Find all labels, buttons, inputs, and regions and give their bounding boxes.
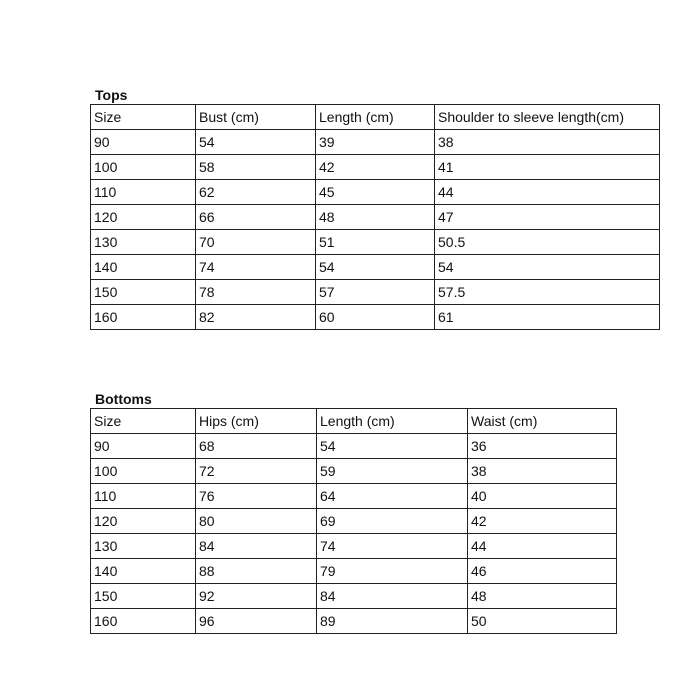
- table-cell: 76: [196, 484, 317, 509]
- table-cell: 42: [316, 155, 435, 180]
- table-cell: 59: [317, 459, 468, 484]
- table-cell: 68: [196, 434, 317, 459]
- table-cell: 40: [468, 484, 617, 509]
- table-row: [91, 130, 660, 155]
- table-cell: 54: [316, 255, 435, 280]
- table-row: [91, 534, 617, 559]
- table-cell: 92: [196, 584, 317, 609]
- table-row: [91, 609, 617, 634]
- table-header-row: [91, 409, 617, 434]
- table-header-cell: Length (cm): [317, 409, 468, 434]
- table-cell: 100: [91, 155, 196, 180]
- table-row: [91, 205, 660, 230]
- table-cell: 80: [196, 509, 317, 534]
- table-cell: 150: [91, 280, 196, 305]
- table-cell: 48: [468, 584, 617, 609]
- table-cell: 54: [317, 434, 468, 459]
- table-cell: 96: [196, 609, 317, 634]
- table-cell: 84: [196, 534, 317, 559]
- table-row: [91, 434, 617, 459]
- table-cell: 78: [196, 280, 316, 305]
- table-cell: 60: [316, 305, 435, 330]
- table-row: [91, 255, 660, 280]
- table-cell: 70: [196, 230, 316, 255]
- table-cell: 44: [435, 180, 660, 205]
- tops-size-table: [90, 104, 660, 330]
- table-cell: 62: [196, 180, 316, 205]
- table-header-cell: Shoulder to sleeve length(cm): [435, 105, 660, 130]
- table-cell: 38: [435, 130, 660, 155]
- table-row: [91, 230, 660, 255]
- table-row: [91, 459, 617, 484]
- table-cell: 74: [196, 255, 316, 280]
- table-row: [91, 305, 660, 330]
- table-cell: 79: [317, 559, 468, 584]
- table-cell: 57.5: [435, 280, 660, 305]
- table-header-cell: Hips (cm): [196, 409, 317, 434]
- table-row: [91, 484, 617, 509]
- table-row: [91, 584, 617, 609]
- table-cell: 89: [317, 609, 468, 634]
- table-cell: 69: [317, 509, 468, 534]
- table-header-cell: Waist (cm): [468, 409, 617, 434]
- table-cell: 110: [91, 180, 196, 205]
- table-row: [91, 155, 660, 180]
- table-cell: 84: [317, 584, 468, 609]
- table-cell: 42: [468, 509, 617, 534]
- table-cell: 61: [435, 305, 660, 330]
- table-cell: 50.5: [435, 230, 660, 255]
- tops-section-title: Tops: [95, 87, 128, 103]
- table-cell: 38: [468, 459, 617, 484]
- table-cell: 130: [91, 230, 196, 255]
- table-cell: 41: [435, 155, 660, 180]
- table-cell: 58: [196, 155, 316, 180]
- table-row: [91, 559, 617, 584]
- table-cell: 47: [435, 205, 660, 230]
- table-header-row: [91, 105, 660, 130]
- table-cell: 82: [196, 305, 316, 330]
- table-cell: 88: [196, 559, 317, 584]
- table-cell: 100: [91, 459, 196, 484]
- table-cell: 39: [316, 130, 435, 155]
- table-cell: 54: [435, 255, 660, 280]
- table-cell: 50: [468, 609, 617, 634]
- table-cell: 46: [468, 559, 617, 584]
- table-cell: 72: [196, 459, 317, 484]
- table-cell: 140: [91, 255, 196, 280]
- table-cell: 120: [91, 205, 196, 230]
- table-header-cell: Length (cm): [316, 105, 435, 130]
- table-cell: 51: [316, 230, 435, 255]
- table-cell: 130: [91, 534, 196, 559]
- table-cell: 45: [316, 180, 435, 205]
- bottoms-section-title: Bottoms: [95, 391, 152, 407]
- table-row: [91, 509, 617, 534]
- table-cell: 90: [91, 434, 196, 459]
- table-cell: 140: [91, 559, 196, 584]
- bottoms-size-table: [90, 408, 617, 634]
- table-row: [91, 180, 660, 205]
- table-cell: 120: [91, 509, 196, 534]
- table-cell: 160: [91, 305, 196, 330]
- table-cell: 74: [317, 534, 468, 559]
- table-header-cell: Bust (cm): [196, 105, 316, 130]
- table-cell: 66: [196, 205, 316, 230]
- table-cell: 160: [91, 609, 196, 634]
- table-cell: 44: [468, 534, 617, 559]
- table-cell: 64: [317, 484, 468, 509]
- table-cell: 90: [91, 130, 196, 155]
- table-header-cell: Size: [91, 409, 196, 434]
- table-row: [91, 280, 660, 305]
- table-cell: 57: [316, 280, 435, 305]
- table-header-cell: Size: [91, 105, 196, 130]
- table-cell: 110: [91, 484, 196, 509]
- table-cell: 48: [316, 205, 435, 230]
- table-cell: 36: [468, 434, 617, 459]
- table-cell: 54: [196, 130, 316, 155]
- table-cell: 150: [91, 584, 196, 609]
